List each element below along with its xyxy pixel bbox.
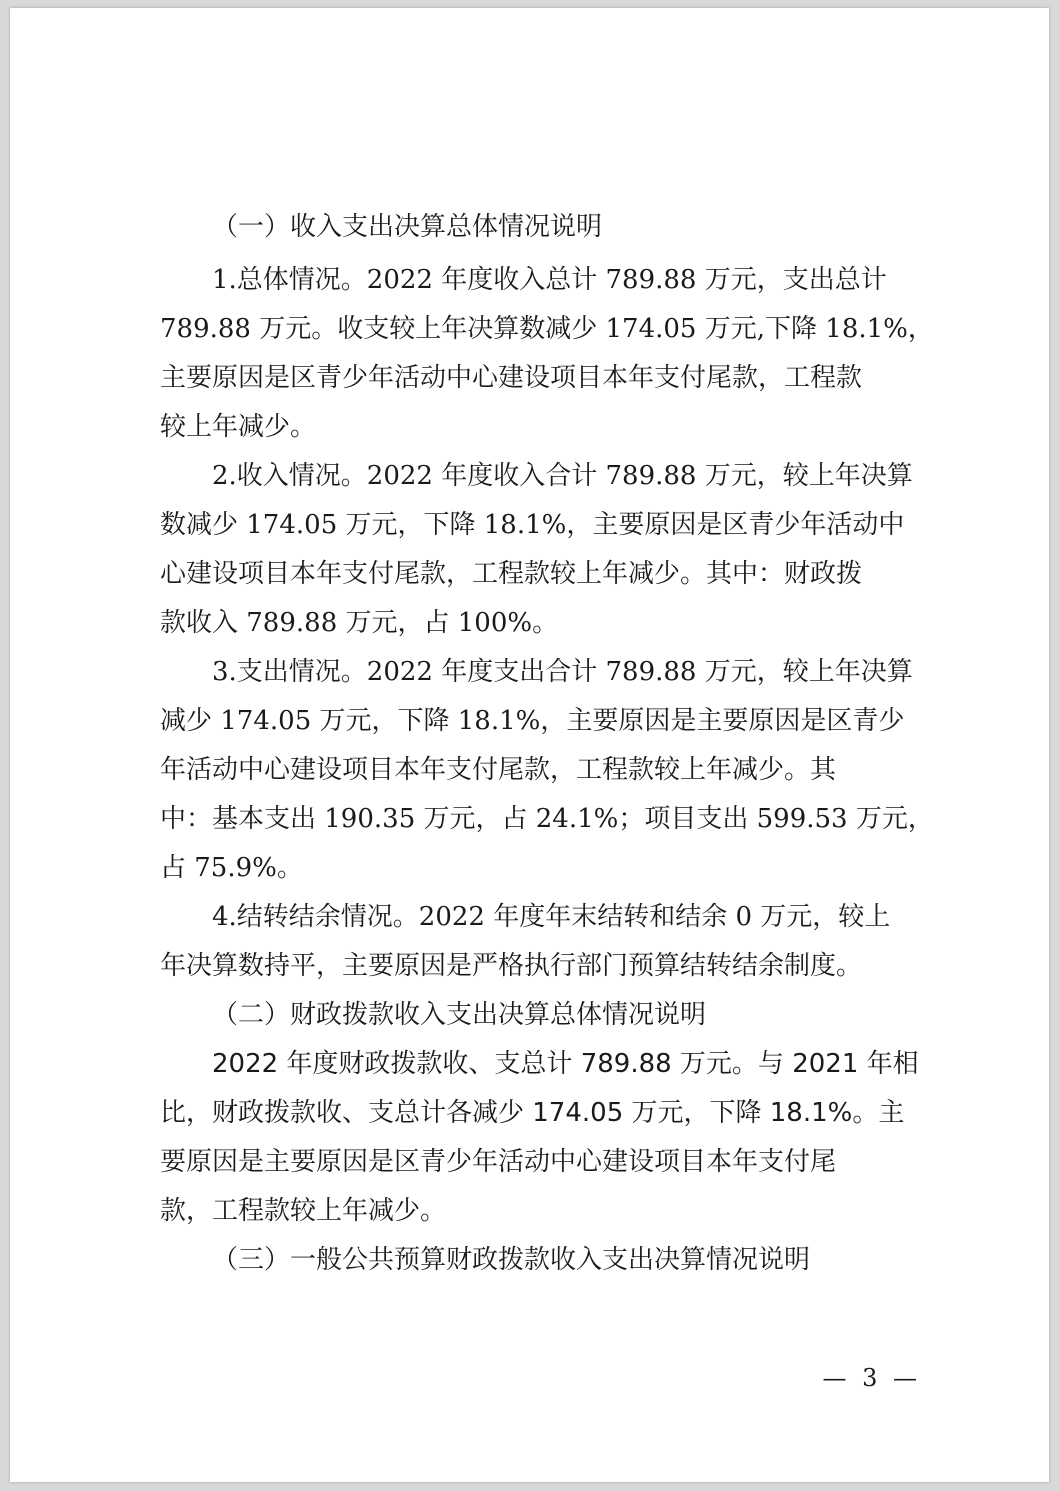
paragraph-2-line-1: 2.收入情况。2022 年度收入合计 789.88 万元，较上年决算: [212, 461, 913, 491]
paragraph-4-line-2: 年决算数持平，主要原因是严格执行部门预算结转结余制度。: [160, 951, 863, 981]
paragraph-1-line-1: 1.总体情况。2022 年度收入总计 789.88 万元，支出总计: [212, 265, 887, 295]
paragraph-5-line-3: 要原因是主要原因是区青少年活动中心建设项目本年支付尾: [160, 1147, 837, 1177]
section-heading-2: （二）财政拨款收入支出决算总体情况说明: [212, 1000, 707, 1030]
paragraph-5-line-4: 款，工程款较上年减少。: [160, 1196, 447, 1226]
paragraph-1-line-2: 789.88 万元。收支较上年决算数减少 174.05 万元,下降 18.1%，: [160, 314, 934, 344]
paragraph-4-line-1: 4.结转结余情况。2022 年度年末结转和结余 0 万元，较上: [212, 902, 891, 932]
paragraph-1-line-4: 较上年减少。: [160, 412, 317, 442]
page-number: — 3 —: [822, 1364, 921, 1392]
paragraph-3-line-3: 年活动中心建设项目本年支付尾款，工程款较上年减少。其: [160, 755, 837, 785]
paragraph-2-line-3: 心建设项目本年支付尾款，工程款较上年减少。其中：财政拨: [160, 559, 863, 589]
paragraph-2-line-2: 数减少 174.05 万元，下降 18.1%，主要原因是区青少年活动中: [160, 510, 905, 540]
section-heading-1: （一）收入支出决算总体情况说明: [212, 212, 603, 242]
paragraph-2-line-4: 款收入 789.88 万元，占 100%。: [160, 608, 559, 638]
paragraph-3-line-5: 占 75.9%。: [160, 853, 303, 883]
document-page: [10, 8, 1049, 1482]
paragraph-5-line-1: 2022 年度财政拨款收、支总计 789.88 万元。与 2021 年相: [212, 1049, 919, 1079]
paragraph-3-line-2: 减少 174.05 万元，下降 18.1%，主要原因是主要原因是区青少: [160, 706, 905, 736]
paragraph-1-line-3: 主要原因是区青少年活动中心建设项目本年支付尾款，工程款: [160, 363, 863, 393]
section-heading-3: （三）一般公共预算财政拨款收入支出决算情况说明: [212, 1245, 811, 1275]
paragraph-3-line-4: 中：基本支出 190.35 万元，占 24.1%；项目支出 599.53 万元，: [160, 804, 934, 834]
paragraph-3-line-1: 3.支出情况。2022 年度支出合计 789.88 万元，较上年决算: [212, 657, 913, 687]
paragraph-5-line-2: 比，财政拨款收、支总计各减少 174.05 万元，下降 18.1%。主: [160, 1098, 905, 1128]
